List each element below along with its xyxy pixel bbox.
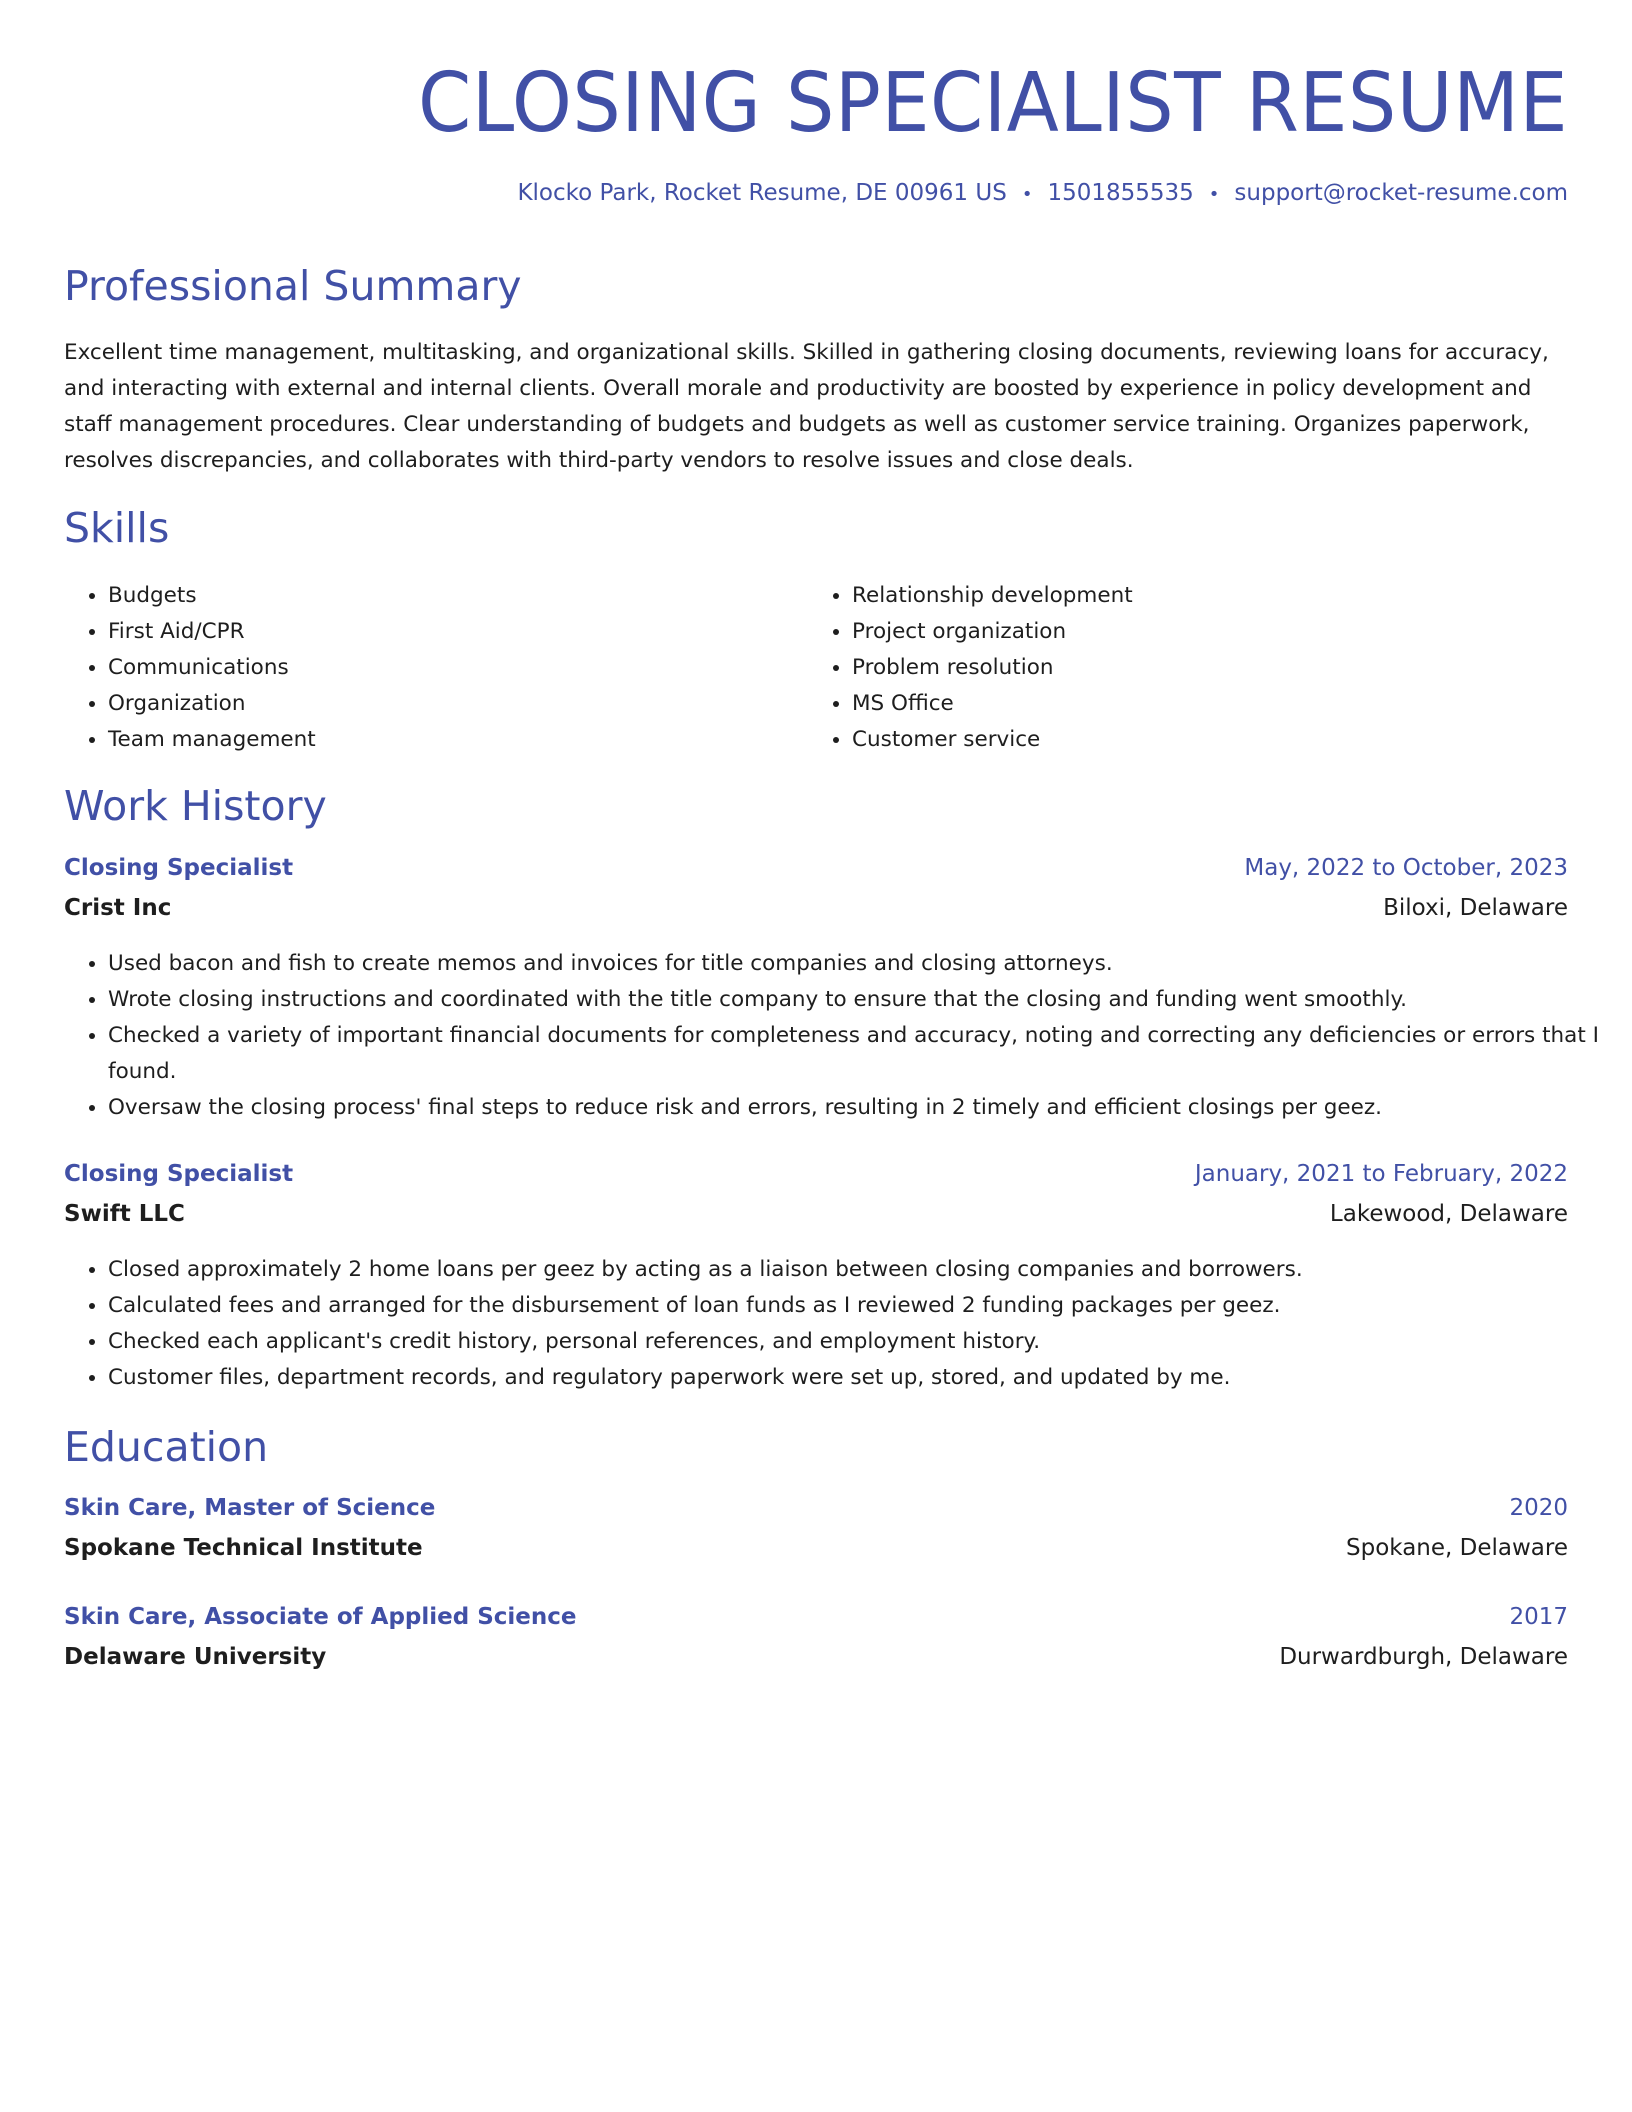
education-location: Durwardburgh, Delaware — [1279, 1644, 1568, 1670]
contact-line — [517, 180, 1568, 206]
contact-email[interactable]: support@rocket-resume.com — [1234, 180, 1568, 206]
skill-item: • Communications — [108, 650, 808, 686]
job-company-row — [64, 1201, 1568, 1227]
education-location: Spokane, Delaware — [1346, 1535, 1568, 1561]
skill-item: • Customer service — [852, 722, 1552, 758]
skill-item: • Relationship development — [852, 578, 1552, 614]
education-degree: Skin Care, Associate of Applied Science — [64, 1604, 577, 1630]
education-degree: Skin Care, Master of Science — [64, 1495, 436, 1521]
skill-item: • Problem resolution — [852, 650, 1552, 686]
job-title: Closing Specialist — [64, 1161, 294, 1187]
resume-page — [64, 0, 1599, 1670]
skill-item: • Project organization — [852, 614, 1552, 650]
job-bullet: • Calculated fees and arranged for the disbursement of loan funds as I reviewed 2 funding packages per geez. — [108, 1288, 1612, 1324]
job-bullet: • Checked each applicant's credit history, personal references, and employment history. — [108, 1324, 1612, 1360]
work-history-heading: Work History — [64, 782, 327, 830]
skill-item: • Organization — [108, 686, 808, 722]
education-year: 2020 — [1509, 1495, 1568, 1521]
education-heading: Education — [64, 1423, 269, 1471]
education-school: Spokane Technical Institute — [64, 1535, 423, 1561]
contact-separator: • — [1208, 184, 1220, 205]
education-school-row — [64, 1535, 1568, 1561]
education-school: Delaware University — [64, 1644, 327, 1670]
job-header — [64, 1161, 1568, 1187]
skill-item: • Team management — [108, 722, 808, 758]
job-dates: May, 2022 to October, 2023 — [1244, 855, 1568, 881]
skill-item: • Budgets — [108, 578, 808, 614]
skills-column-right — [808, 578, 1552, 758]
job-bullet: • Customer files, department records, and regulatory paperwork were set up, stored, and updated by me. — [108, 1360, 1612, 1396]
education-school-row — [64, 1644, 1568, 1670]
skill-item: • MS Office — [852, 686, 1552, 722]
skill-item: • First Aid/CPR — [108, 614, 808, 650]
job-title: Closing Specialist — [64, 855, 294, 881]
contact-phone: 1501855535 — [1047, 180, 1194, 206]
job-bullet: • Checked a variety of important financial documents for completeness and accuracy, noting and correcting any deficiencies or errors that I found. — [108, 1018, 1612, 1090]
skills-list — [64, 578, 1568, 758]
education-header — [64, 1495, 1568, 1521]
job-bullet: • Closed approximately 2 home loans per geez by acting as a liaison between closing companies and borrowers. — [108, 1252, 1612, 1288]
skills-column-left — [64, 578, 808, 758]
skills-heading: Skills — [64, 504, 170, 552]
summary-heading: Professional Summary — [64, 262, 522, 310]
summary-text: Excellent time management, multitasking, and organizational skills. Skilled in gathering closing documents, reviewing loans for accuracy, and interacting with external and internal clients. Overall morale and productivity are boosted by experience in policy development and staff management procedures. Clear understanding of budgets and budgets as well as customer service training. Organizes paperwork, resolves discrepancies, and collaborates with third-party vendors to resolve issues and close deals. — [64, 340, 1549, 473]
job-bullet: • Wrote closing instructions and coordinated with the title company to ensure that the closing and funding went smoothly. — [108, 982, 1612, 1018]
job-header — [64, 855, 1568, 881]
job-company: Swift LLC — [64, 1201, 185, 1227]
job-bullet: • Used bacon and fish to create memos and invoices for title companies and closing attorneys. — [108, 946, 1612, 982]
job-bullets — [64, 946, 1612, 1126]
job-location: Lakewood, Delaware — [1329, 1201, 1568, 1227]
job-company: Crist Inc — [64, 895, 172, 921]
education-header — [64, 1604, 1568, 1630]
education-year: 2017 — [1509, 1604, 1568, 1630]
job-bullet: • Oversaw the closing process' final steps to reduce risk and errors, resulting in 2 timely and efficient closings per geez. — [108, 1090, 1612, 1126]
job-dates: January, 2021 to February, 2022 — [1194, 1161, 1568, 1187]
job-bullets — [64, 1252, 1612, 1396]
resume-title: CLOSING SPECIALIST RESUME — [417, 56, 1568, 151]
contact-separator: • — [1021, 184, 1033, 205]
contact-address: Klocko Park, Rocket Resume, DE 00961 US — [517, 180, 1007, 206]
job-company-row — [64, 895, 1568, 921]
job-location: Biloxi, Delaware — [1383, 895, 1568, 921]
